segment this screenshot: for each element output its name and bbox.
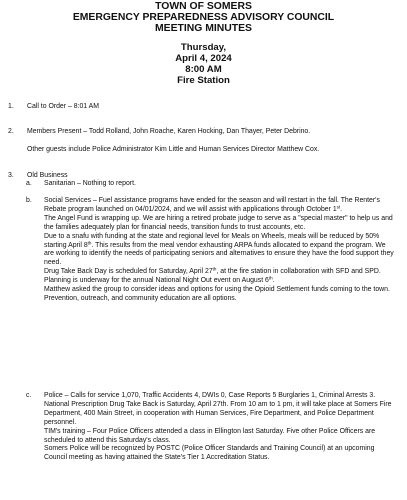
meeting-day: Thursday,	[180, 42, 227, 53]
social-services-text	[44, 197, 396, 304]
paragraph-tims-training: TIM's training – Four Police Officers attended a class in Ellington last Saturday. Five other Police Officers are scheduled to attend this Saturday's class.	[44, 427, 376, 444]
sub-letter: c.	[26, 392, 32, 399]
sanitarian-text: Sanitarian – Nothing to report.	[44, 180, 136, 187]
paragraph-postc-recognition: Somers Police will be recognized by POSTC (Police Officer Standards and Training Council) at an upcoming Council meeting as having attained the State's Tier 1 Accreditation Status.	[44, 445, 375, 462]
paragraph-opioid-settlement: Matthew asked the group to consider ideas and options for using the Opioid Settlement funds coming to the town. Prevention, outreach, and community education are all options.	[44, 286, 390, 302]
sub-letter: a.	[26, 180, 32, 187]
header-line-town: TOWN OF SOMERS	[155, 1, 252, 12]
paragraph-fuel-renters: Social Services – Fuel assistance programs have ended for the season and will restart in the fall. The Renter's Rebate program launched on 04/01/2024, and we will assist with applications through October 1st.	[44, 197, 380, 213]
meeting-date: April 4, 2024	[175, 53, 232, 64]
header-line-minutes: MEETING MINUTES	[155, 23, 252, 34]
item-number: 1.	[8, 103, 14, 110]
sub-letter: b.	[26, 197, 32, 204]
item-text: Members Present – Todd Rolland, John Roache, Karen Hocking, Dan Thayer, Peter Debrino.	[27, 128, 311, 135]
meeting-time: 8:00 AM	[185, 64, 222, 75]
item-number: 2.	[8, 128, 14, 135]
paragraph-angel-fund: The Angel Fund is wrapping up. We are hiring a retired probate judge to serve as a "special master" to help us and the families adequately plan for financial needs, transition funds to trust accounts, etc.	[44, 214, 393, 231]
item-number: 3.	[8, 172, 14, 179]
item-text: Old Business	[27, 172, 68, 179]
item-text: Call to Order – 8:01 AM	[27, 103, 100, 110]
paragraph-drug-take-back: Drug Take Back Day is scheduled for Saturday, April 27th, at the fire station in collaboration with SFD and SPD.	[44, 266, 381, 276]
police-text	[44, 392, 396, 463]
paragraph-prescription-take-back: National Prescription Drug Take Back is Saturday, April 27th. From 10 am to 1 pm, it will take place at Somers Fire Department, 400 Main Street, in cooperation with Human Services, Fire Department, and Police Department personnel.	[44, 400, 392, 426]
paragraph-national-night-out: Planning is underway for the annual National Night Out event on August 6th.	[44, 275, 275, 285]
guests-text: Other guests include Police Administrator Kim Little and Human Services Director Matthew Cox.	[27, 146, 320, 153]
header-line-council: EMERGENCY PREPAREDNESS ADVISORY COUNCIL	[72, 12, 335, 23]
meeting-location: Fire Station	[177, 75, 230, 86]
paragraph-meals-on-wheels: Due to a snafu with funding at the state and regional level for Meals on Wheels, meals will be reduced by 50% starting April 8th. This results from the meal vendor exhausting ARPA funds allocated to expand the program. We are working to identify the needs of participating seniors and alternatives to ensure they have the food support they need.	[44, 232, 394, 267]
paragraph-calls-for-service: Police – Calls for service 1,070, Traffic Accidents 4, DWIs 0, Case Reports 5 Burglaries 1, Criminal Arrests 3.	[44, 392, 376, 399]
